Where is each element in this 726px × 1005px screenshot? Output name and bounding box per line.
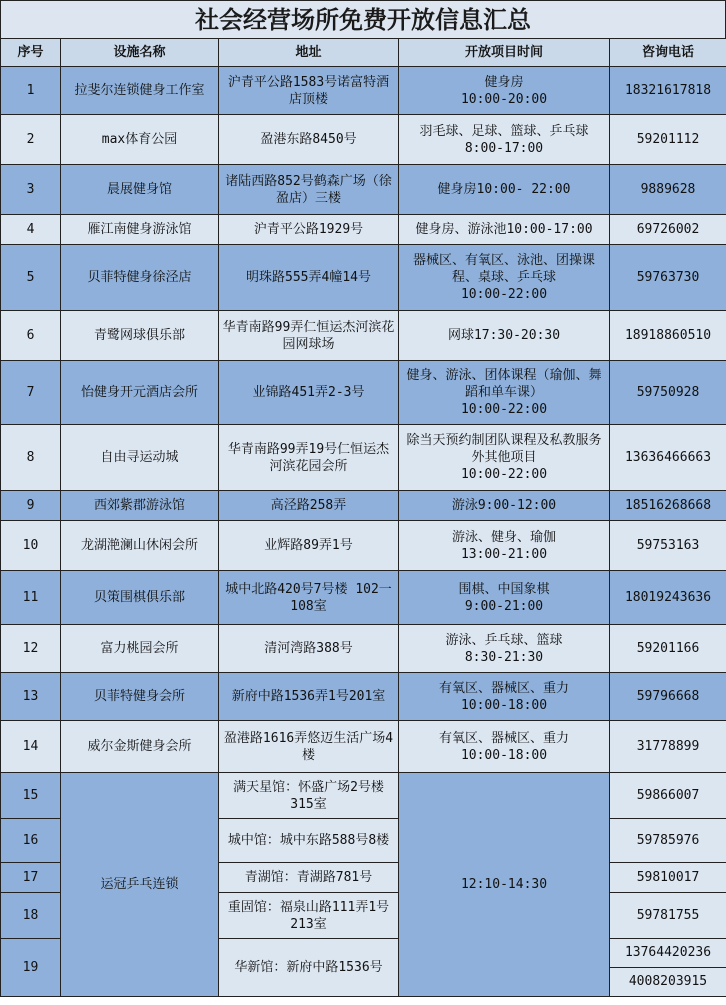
row-address: 华新馆：新府中路1536号 bbox=[219, 939, 399, 997]
row-address: 新府中路1536弄1号201室 bbox=[219, 673, 399, 721]
row-no: 3 bbox=[1, 165, 61, 215]
row-hours: 健身、游泳、团体课程（瑜伽、舞蹈和单车课） 10:00-22:00 bbox=[399, 361, 610, 425]
row-phone: 18321617818 bbox=[610, 67, 726, 115]
row-phone: 59763730 bbox=[610, 245, 726, 311]
row-phone: 18516268668 bbox=[610, 491, 726, 521]
row-no: 8 bbox=[1, 425, 61, 491]
table-row bbox=[1, 115, 726, 165]
row-phone: 59201166 bbox=[610, 625, 726, 673]
row-phone-primary: 13764420236 bbox=[610, 939, 726, 968]
header-phone: 咨询电话 bbox=[610, 39, 726, 67]
chain-name: 运冠乒乓连锁 bbox=[61, 773, 219, 997]
header-address: 地址 bbox=[219, 39, 399, 67]
row-no: 1 bbox=[1, 67, 61, 115]
row-hours: 有氧区、器械区、重力 10:00-18:00 bbox=[399, 673, 610, 721]
row-address: 明珠路555弄4幢14号 bbox=[219, 245, 399, 311]
row-name: 雁江南健身游泳馆 bbox=[61, 215, 219, 245]
page-title: 社会经营场所免费开放信息汇总 bbox=[0, 0, 726, 38]
row-hours: 网球17:30-20:30 bbox=[399, 311, 610, 361]
table-row bbox=[1, 521, 726, 571]
row-address: 业辉路89弄1号 bbox=[219, 521, 399, 571]
header-row bbox=[1, 39, 726, 67]
table-row bbox=[1, 67, 726, 115]
row-address: 华青南路99弄仁恒运杰河滨花园网球场 bbox=[219, 311, 399, 361]
table-row bbox=[1, 721, 726, 773]
row-no: 17 bbox=[1, 863, 61, 893]
header-hours: 开放项目时间 bbox=[399, 39, 610, 67]
row-phone-secondary: 4008203915 bbox=[628, 974, 708, 989]
table-row bbox=[1, 625, 726, 673]
row-phone bbox=[610, 939, 726, 997]
row-address: 高泾路258弄 bbox=[219, 491, 399, 521]
row-address: 华青南路99弄19号仁恒运杰河滨花园会所 bbox=[219, 425, 399, 491]
row-phone: 18918860510 bbox=[610, 311, 726, 361]
row-no: 13 bbox=[1, 673, 61, 721]
chain-hours: 12:10-14:30 bbox=[399, 773, 610, 997]
row-address: 盈港路1616弄悠迈生活广场4楼 bbox=[219, 721, 399, 773]
row-address: 沪青平公路1583号诺富特酒店顶楼 bbox=[219, 67, 399, 115]
row-name: 晨展健身馆 bbox=[61, 165, 219, 215]
row-hours: 健身房、游泳池10:00-17:00 bbox=[399, 215, 610, 245]
header-no: 序号 bbox=[1, 39, 61, 67]
row-address: 清河湾路388号 bbox=[219, 625, 399, 673]
row-hours: 游泳9:00-12:00 bbox=[399, 491, 610, 521]
row-no: 6 bbox=[1, 311, 61, 361]
row-no: 16 bbox=[1, 819, 61, 863]
row-no: 9 bbox=[1, 491, 61, 521]
table-row bbox=[1, 673, 726, 721]
row-hours: 有氧区、器械区、重力 10:00-18:00 bbox=[399, 721, 610, 773]
row-phone: 59753163 bbox=[610, 521, 726, 571]
row-phone: 59781755 bbox=[610, 893, 726, 939]
row-no: 2 bbox=[1, 115, 61, 165]
row-phone: 59866007 bbox=[610, 773, 726, 819]
row-address: 诸陆西路852号鹤森广场（徐盈店）三楼 bbox=[219, 165, 399, 215]
row-hours: 围棋、中国象棋 9:00-21:00 bbox=[399, 571, 610, 625]
row-name: 贝策围棋俱乐部 bbox=[61, 571, 219, 625]
row-name: 富力桃园会所 bbox=[61, 625, 219, 673]
row-no: 11 bbox=[1, 571, 61, 625]
row-phone: 18019243636 bbox=[610, 571, 726, 625]
row-no: 15 bbox=[1, 773, 61, 819]
row-name: 怡健身开元酒店会所 bbox=[61, 361, 219, 425]
row-hours: 健身房10:00- 22:00 bbox=[399, 165, 610, 215]
table-row bbox=[1, 773, 726, 819]
row-phone: 31778899 bbox=[610, 721, 726, 773]
row-phone: 69726002 bbox=[610, 215, 726, 245]
row-phone: 9889628 bbox=[610, 165, 726, 215]
row-no: 4 bbox=[1, 215, 61, 245]
table-row bbox=[1, 361, 726, 425]
row-phone: 13636466663 bbox=[610, 425, 726, 491]
row-hours: 游泳、乒乓球、篮球 8:30-21:30 bbox=[399, 625, 610, 673]
row-name: 威尔金斯健身会所 bbox=[61, 721, 219, 773]
info-table bbox=[0, 38, 726, 997]
row-hours: 游泳、健身、瑜伽 13:00-21:00 bbox=[399, 521, 610, 571]
row-hours: 器械区、有氧区、泳池、团操课程、桌球、乒乓球 10:00-22:00 bbox=[399, 245, 610, 311]
table-row bbox=[1, 425, 726, 491]
row-name: 龙湖滟澜山休闲会所 bbox=[61, 521, 219, 571]
row-hours: 健身房 10:00-20:00 bbox=[399, 67, 610, 115]
row-name: 青鹭网球俱乐部 bbox=[61, 311, 219, 361]
row-no: 10 bbox=[1, 521, 61, 571]
row-name: 西郊紫郡游泳馆 bbox=[61, 491, 219, 521]
row-no: 14 bbox=[1, 721, 61, 773]
row-name: 自由寻运动城 bbox=[61, 425, 219, 491]
header-name: 设施名称 bbox=[61, 39, 219, 67]
row-name: 贝菲特健身会所 bbox=[61, 673, 219, 721]
row-address: 业锦路451弄2-3号 bbox=[219, 361, 399, 425]
row-phone: 59785976 bbox=[610, 819, 726, 863]
table-row bbox=[1, 571, 726, 625]
row-name: 拉斐尔连锁健身工作室 bbox=[61, 67, 219, 115]
row-no: 18 bbox=[1, 893, 61, 939]
table-row bbox=[1, 311, 726, 361]
row-no: 12 bbox=[1, 625, 61, 673]
row-name: max体育公园 bbox=[61, 115, 219, 165]
row-phone: 59201112 bbox=[610, 115, 726, 165]
table-row bbox=[1, 165, 726, 215]
row-address: 青湖馆：青湖路781号 bbox=[219, 863, 399, 893]
row-address: 城中北路420号7号楼 102一108室 bbox=[219, 571, 399, 625]
table-row bbox=[1, 245, 726, 311]
row-address: 城中馆：城中东路588号8楼 bbox=[219, 819, 399, 863]
row-address: 满天星馆：怀盛广场2号楼315室 bbox=[219, 773, 399, 819]
row-hours: 除当天预约制团队课程及私教服务外其他项目 10:00-22:00 bbox=[399, 425, 610, 491]
table-row bbox=[1, 491, 726, 521]
row-phone: 59796668 bbox=[610, 673, 726, 721]
row-name: 贝菲特健身徐泾店 bbox=[61, 245, 219, 311]
row-address: 重固馆：福泉山路111弄1号213室 bbox=[219, 893, 399, 939]
row-no: 7 bbox=[1, 361, 61, 425]
table-row bbox=[1, 215, 726, 245]
row-no: 5 bbox=[1, 245, 61, 311]
row-no: 19 bbox=[1, 939, 61, 997]
row-phone: 59750928 bbox=[610, 361, 726, 425]
row-address: 盈港东路8450号 bbox=[219, 115, 399, 165]
row-hours: 羽毛球、足球、篮球、乒乓球 8:00-17:00 bbox=[399, 115, 610, 165]
row-address: 沪青平公路1929号 bbox=[219, 215, 399, 245]
row-phone: 59810017 bbox=[610, 863, 726, 893]
